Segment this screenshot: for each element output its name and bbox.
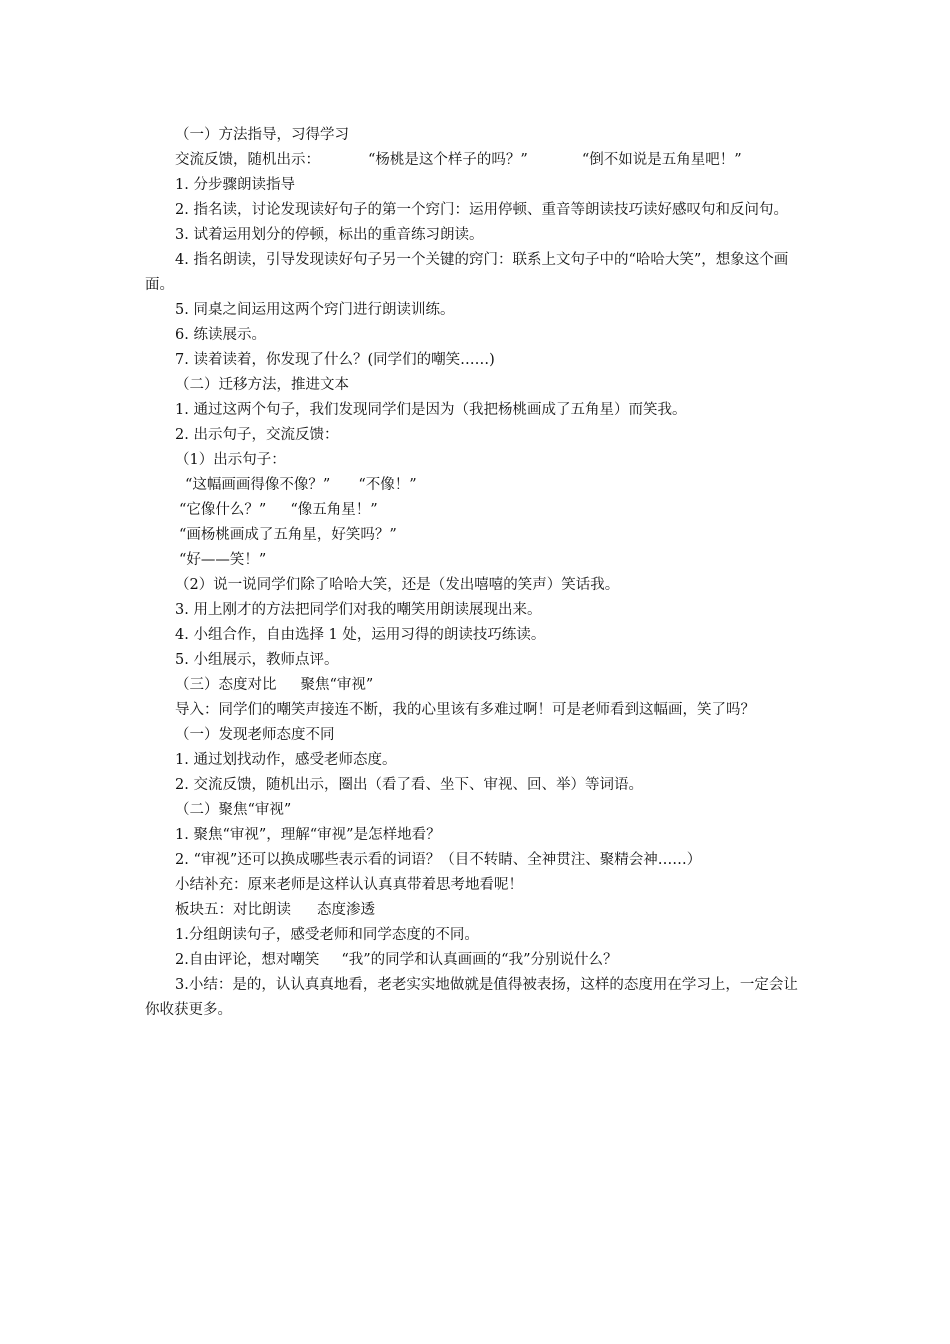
quote-text: “不像！” [358,477,417,493]
text-run: 3.小结：是的，认认真真地看，老老实实地做就是值得被表扬，这样的态度用在学习上，一定会让你收获更多。 [145,977,798,1018]
quote-line [145,473,810,498]
paragraph: 5. 同桌之间运用这两个窍门进行朗读训练。 [175,302,455,318]
paragraph [145,698,810,723]
paragraph [145,248,810,298]
text-run: 2. 指名读，讨论发现读好句子的第一个窍门：运用停顿、重音等朗读技巧读好感叹句和反问句。 [175,202,788,218]
paragraph [145,948,810,973]
quote-text: “杨桃是这个样子的吗？” [368,152,528,168]
section-heading: （一）方法指导，习得学习 [175,127,349,143]
quote-text: “这幅画画得像不像？” [185,477,331,493]
text-run: 聚焦“审视” [300,677,374,693]
paragraph: 3. 试着运用划分的停顿，标出的重音练习朗读。 [175,227,484,243]
text-run: 交流反馈，随机出示： [175,152,320,168]
paragraph: 1. 通过划找动作，感受老师态度。 [175,752,397,768]
section-heading: （二）聚焦“审视” [175,802,292,818]
paragraph: 6. 练读展示。 [175,327,266,343]
document-body [145,123,810,1023]
paragraph: 1. 分步骤朗读指导 [175,177,295,193]
section-heading [145,673,810,698]
paragraph: 小结补充：原来老师是这样认认真真带着思考地看呢！ [175,877,523,893]
paragraph [145,973,810,1023]
paragraph: 3. 用上刚才的方法把同学们对我的嘲笑用朗读展现出来。 [175,602,542,618]
quote-text: “它像什么？” [179,502,267,518]
quote-text: “倒不如说是五角星吧！” [581,152,742,168]
quote-line: “画杨桃画成了五角星，好笑吗？” [179,527,397,543]
quote-line: “好——笑！” [179,552,267,568]
text-run: 2.自由评论，想对嘲笑 [175,952,320,968]
text-run: 板块五：对比朗读 [175,902,291,918]
paragraph: 1.分组朗读句子，感受老师和同学态度的不同。 [175,927,479,943]
text-run: 4. 指名朗读，引导发现读好句子另一个关键的窍门：联系上文句子中的“哈哈大笑”，想象这个画面。 [145,252,789,293]
paragraph: 2. “审视”还可以换成哪些表示看的词语？（目不转睛、全神贯注、聚精会神……） [175,852,702,868]
paragraph [145,148,810,173]
paragraph: 1. 聚焦“审视”，理解“审视”是怎样地看？ [175,827,441,843]
section-heading: （二）迁移方法，推进文本 [175,377,349,393]
paragraph: 2. 交流反馈，随机出示，圈出（看了看、坐下、审视、回、举）等词语。 [175,777,643,793]
paragraph [145,198,810,223]
text-run: 导入：同学们的嘲笑声接连不断，我的心里该有多难过啊！可是老师看到这幅画，笑了吗？ [175,702,755,718]
section-heading [145,898,810,923]
text-run: “我”的同学和认真画画的“我”分别说什么？ [341,952,618,968]
quote-line [145,498,810,523]
text-run: （三）态度对比 [175,677,277,693]
section-heading: （一）发现老师态度不同 [175,727,335,743]
paragraph: （1）出示句子： [175,452,286,468]
text-run: 态度渗透 [317,902,375,918]
paragraph: 4. 小组合作，自由选择 1 处，运用习得的朗读技巧练读。 [175,627,546,643]
paragraph: 2. 出示句子，交流反馈： [175,427,339,443]
paragraph: 7. 读着读着，你发现了什么？(同学们的嘲笑……) [175,352,495,368]
paragraph: 5. 小组展示，教师点评。 [175,652,339,668]
quote-text: “像五角星！” [290,502,378,518]
paragraph: （2）说一说同学们除了哈哈大笑，还是（发出嘻嘻的笑声）笑话我。 [175,577,620,593]
paragraph: 1. 通过这两个句子，我们发现同学们是因为（我把杨桃画成了五角星）而笑我。 [175,402,687,418]
